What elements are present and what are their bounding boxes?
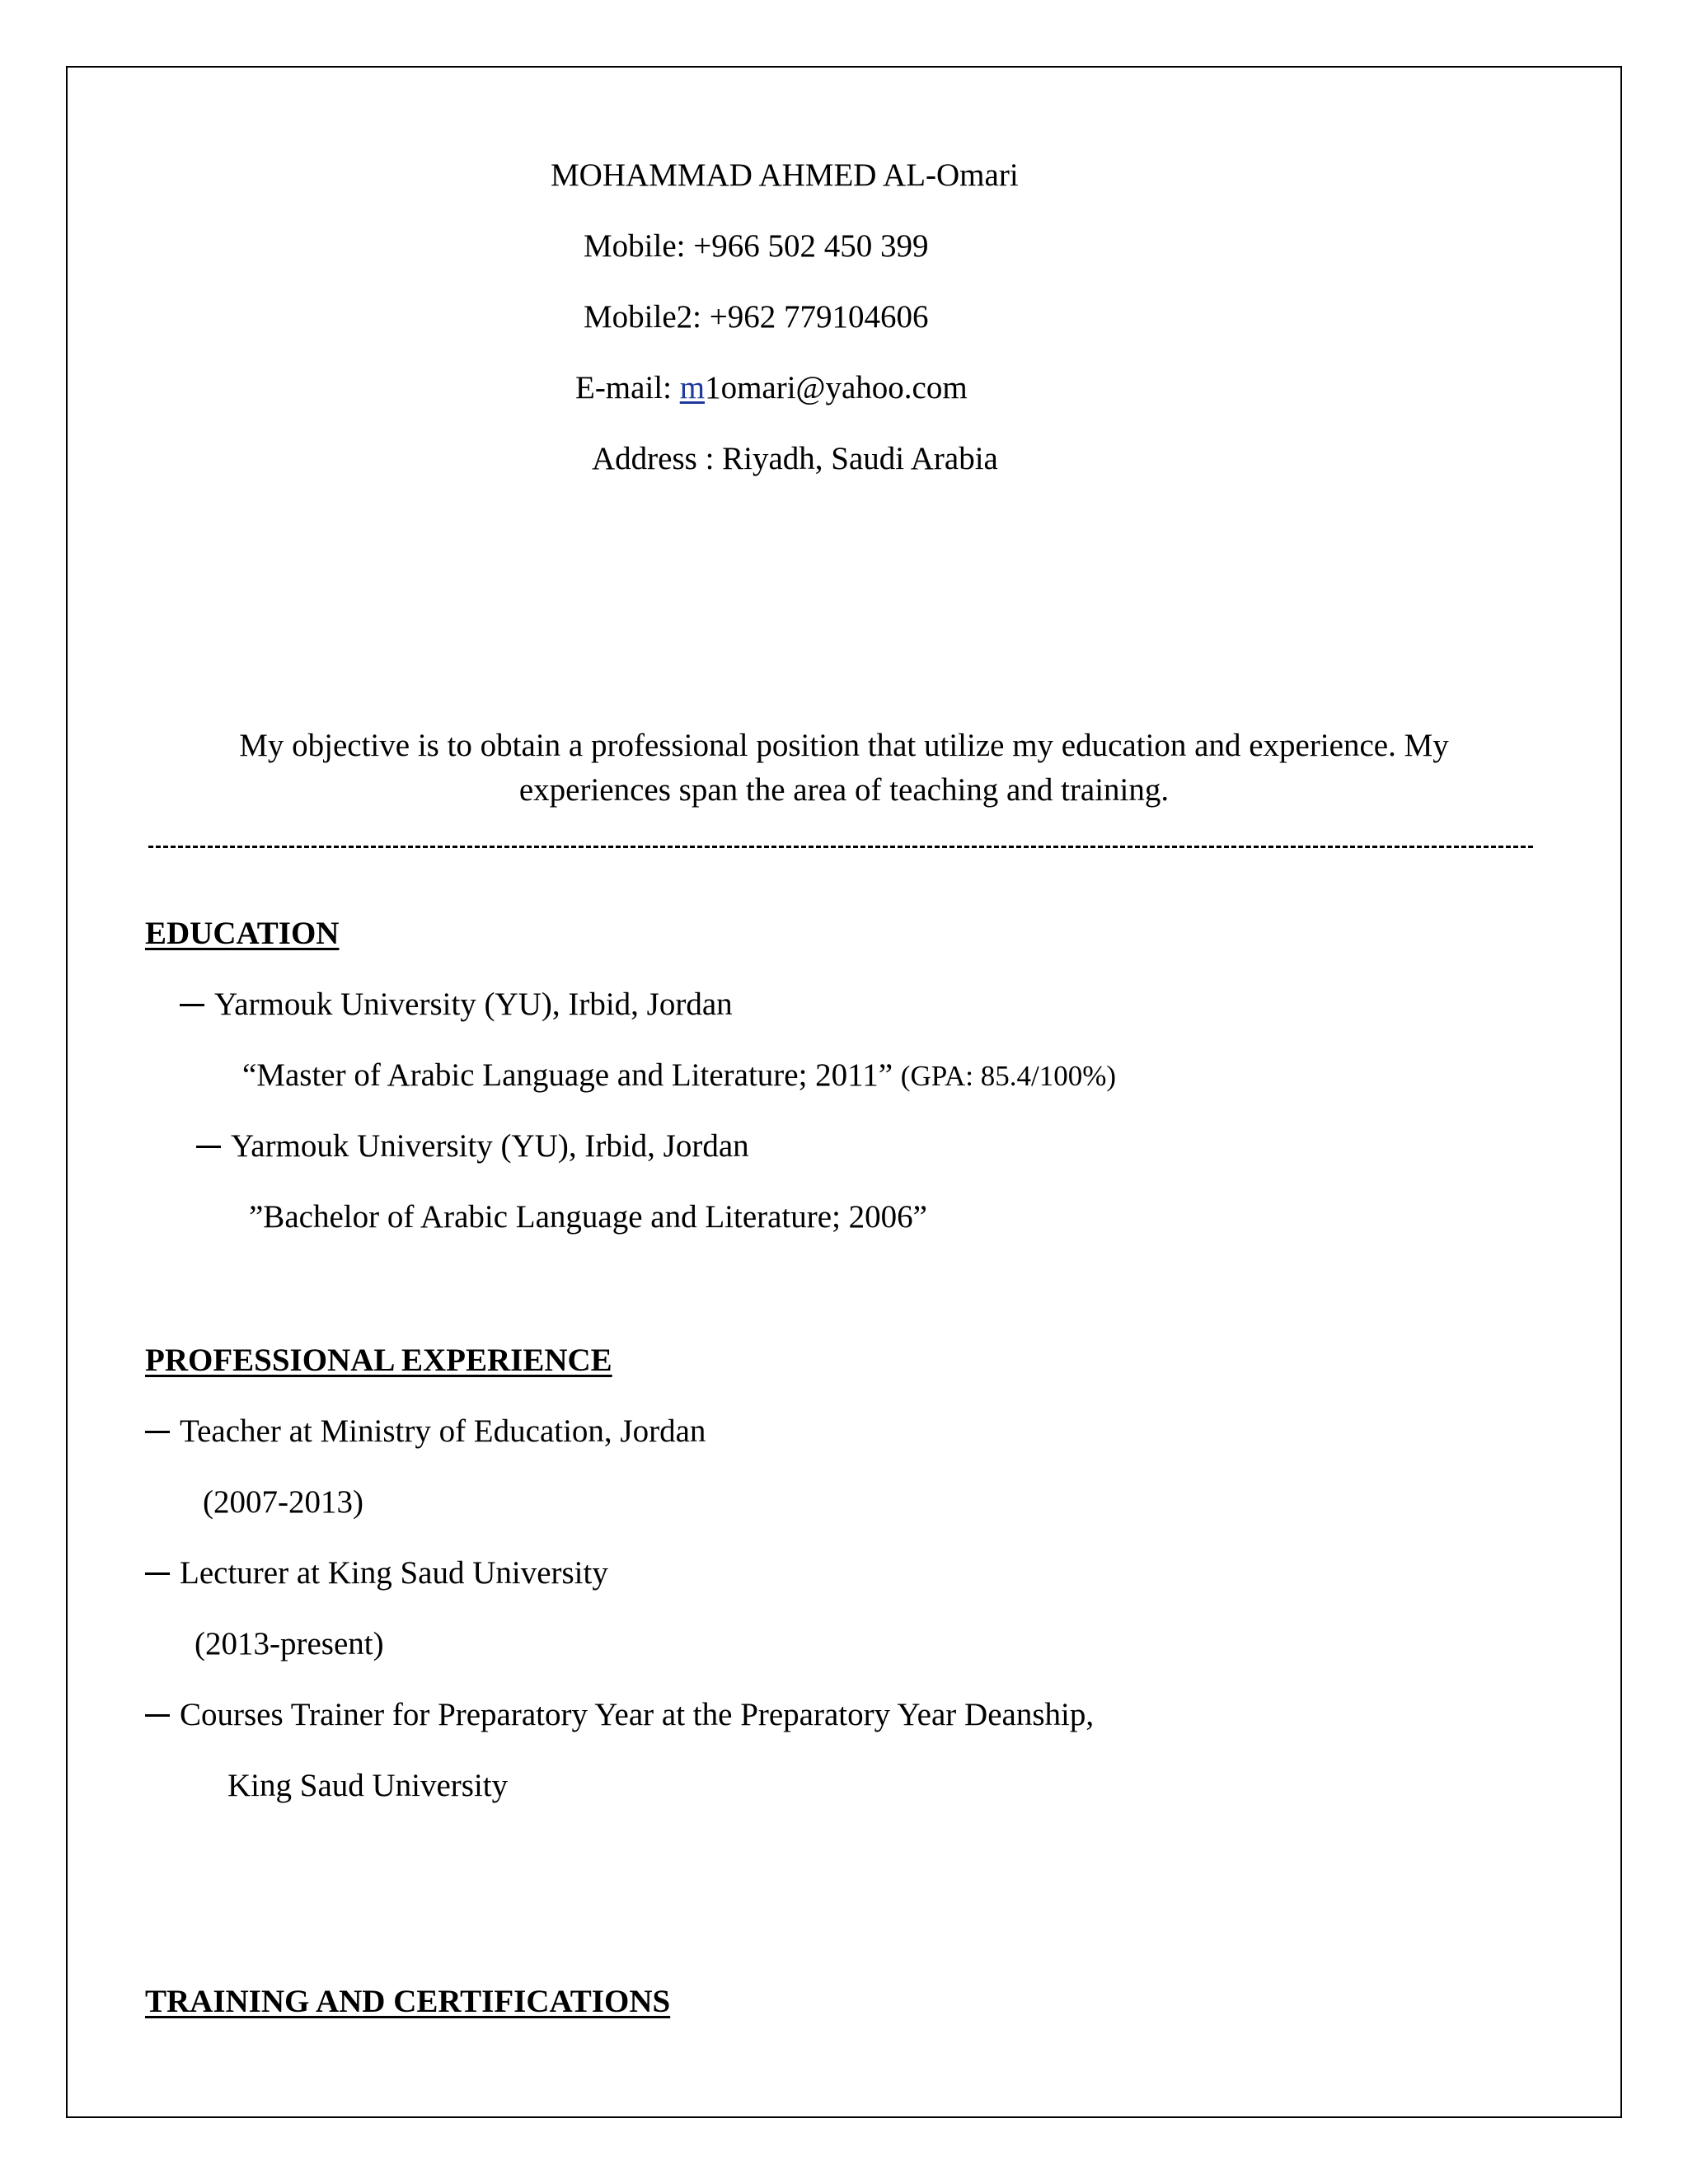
dash-bullet-icon — [196, 1146, 221, 1148]
email-link[interactable]: m — [679, 370, 706, 405]
education-heading: EDUCATION — [145, 916, 340, 951]
mobile2-number: Mobile2: +962 779104606 — [584, 299, 929, 335]
experience-title: Lecturer at King Saud University — [180, 1555, 608, 1591]
email-line — [575, 369, 968, 407]
degree-title: “Master of Arabic Language and Literature; 2011” — [242, 1057, 893, 1093]
dash-bullet-icon — [180, 1004, 204, 1006]
experience-title: Courses Trainer for Preparatory Year at the Preparatory Year Deanship, — [180, 1697, 1095, 1732]
dash-bullet-icon — [145, 1431, 170, 1433]
education-item — [196, 1127, 749, 1165]
email-label: E-mail: — [575, 370, 680, 405]
experience-item — [145, 1413, 706, 1451]
education-degree: ”Bachelor of Arabic Language and Literature; 2006” — [249, 1199, 927, 1235]
education-item — [180, 986, 733, 1024]
experience-heading: PROFESSIONAL EXPERIENCE — [145, 1343, 612, 1378]
experience-item — [145, 1554, 608, 1592]
address: Address : Riyadh, Saudi Arabia — [592, 441, 998, 476]
experience-dates: (2007-2013) — [203, 1484, 363, 1520]
objective-line-2: experiences span the area of teaching and training. — [518, 772, 1170, 808]
experience-title: Teacher at Ministry of Education, Jordan — [180, 1413, 706, 1449]
experience-dates: (2013-present) — [195, 1626, 384, 1661]
mobile-number: Mobile: +966 502 450 399 — [584, 228, 929, 264]
dash-bullet-icon — [145, 1714, 170, 1717]
education-institution: Yarmouk University (YU), Irbid, Jordan — [214, 987, 733, 1022]
experience-detail: King Saud University — [227, 1768, 509, 1803]
dash-bullet-icon — [145, 1572, 170, 1575]
section-divider — [148, 846, 1533, 848]
experience-item — [145, 1696, 1094, 1734]
training-heading: TRAINING AND CERTIFICATIONS — [145, 1984, 671, 2019]
candidate-name: MOHAMMAD AHMED AL-Omari — [551, 157, 1019, 193]
gpa: (GPA: 85.4/100%) — [900, 1060, 1117, 1092]
objective-line-1: My objective is to obtain a professional position that utilize my education and experience. My — [239, 728, 1449, 763]
education-degree — [242, 1057, 1116, 1095]
education-institution: Yarmouk University (YU), Irbid, Jordan — [231, 1128, 749, 1164]
email-address: 1omari@yahoo.com — [705, 370, 968, 405]
